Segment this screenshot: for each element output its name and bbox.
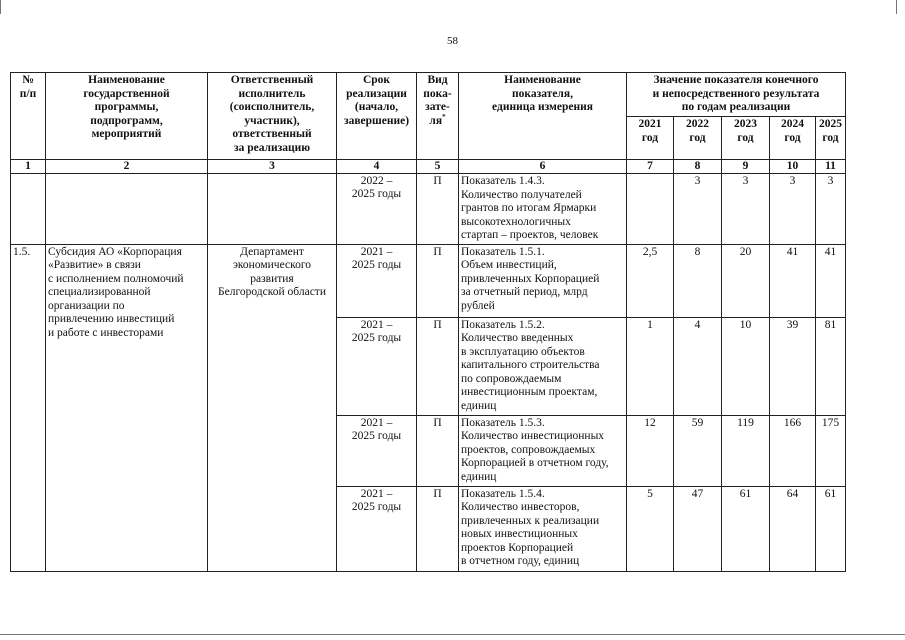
kind-cell: П bbox=[417, 486, 459, 571]
value-cell: 61 bbox=[816, 486, 846, 571]
value-cell: 8 bbox=[674, 244, 722, 317]
scan-corner-mark bbox=[0, 0, 1, 14]
value-cell: 3 bbox=[722, 174, 770, 245]
value-cell: 81 bbox=[816, 317, 846, 415]
column-number: 1 bbox=[11, 160, 46, 174]
value-cell: 3 bbox=[816, 174, 846, 245]
value-cell: 64 bbox=[770, 486, 816, 571]
column-number: 4 bbox=[337, 160, 417, 174]
header-year-2021: 2021 год bbox=[627, 117, 674, 160]
scan-edge-line bbox=[0, 634, 905, 635]
value-cell: 12 bbox=[627, 415, 674, 486]
header-num: № п/п bbox=[11, 73, 46, 160]
column-number: 5 bbox=[417, 160, 459, 174]
indicator-cell: Показатель 1.5.3. Количество инвестиционных проектов, сопровождаемых Корпорацией в отчетном году, единиц bbox=[459, 415, 627, 486]
page-number: 58 bbox=[447, 35, 458, 47]
table-row bbox=[11, 244, 846, 317]
value-cell: 2,5 bbox=[627, 244, 674, 317]
header-year-2022: 2022 год bbox=[674, 117, 722, 160]
column-number: 7 bbox=[627, 160, 674, 174]
header-kind: Вид пока- зате- ля* bbox=[417, 73, 459, 160]
header-year-2023: 2023 год bbox=[722, 117, 770, 160]
value-cell: 10 bbox=[722, 317, 770, 415]
value-cell: 41 bbox=[816, 244, 846, 317]
indicator-cell: Показатель 1.4.3. Количество получателей грантов по итогам Ярмарки высокотехнологичных стартап – проектов, человек bbox=[459, 174, 627, 245]
value-cell: 61 bbox=[722, 486, 770, 571]
value-cell: 39 bbox=[770, 317, 816, 415]
term-cell: 2021 – 2025 годы bbox=[337, 244, 417, 317]
column-number: 8 bbox=[674, 160, 722, 174]
indicator-cell: Показатель 1.5.4. Количество инвесторов, привлеченных к реализации новых инвестиционных проектов Корпорацией в отчетном году, единиц bbox=[459, 486, 627, 571]
row-program-empty bbox=[46, 174, 208, 245]
row-num-empty bbox=[11, 174, 46, 245]
value-cell: 59 bbox=[674, 415, 722, 486]
value-cell: 20 bbox=[722, 244, 770, 317]
value-cell: 175 bbox=[816, 415, 846, 486]
header-program: Наименование государственной программы, подпрограмм, мероприятий bbox=[46, 73, 208, 160]
header-indicator: Наименование показателя, единица измерения bbox=[459, 73, 627, 160]
value-cell: 4 bbox=[674, 317, 722, 415]
value-cell bbox=[627, 174, 674, 245]
value-cell: 3 bbox=[770, 174, 816, 245]
row-responsible-empty bbox=[208, 174, 337, 245]
indicator-cell: Показатель 1.5.1. Объем инвестиций, привлеченных Корпорацией за отчетный период, млрд рублей bbox=[459, 244, 627, 317]
value-cell: 3 bbox=[674, 174, 722, 245]
term-cell: 2021 – 2025 годы bbox=[337, 415, 417, 486]
table-row bbox=[11, 174, 846, 245]
indicator-cell: Показатель 1.5.2. Количество введенных в эксплуатацию объектов капитального строительства по сопровождаемым инвестиционным проектам, единиц bbox=[459, 317, 627, 415]
header-year-2025: 2025 год bbox=[816, 117, 846, 160]
header-term: Срок реализации (начало, завершение) bbox=[337, 73, 417, 160]
scan-corner-mark bbox=[896, 0, 897, 14]
item-responsible: Департамент экономического развития Белгородской области bbox=[208, 244, 337, 571]
value-cell: 119 bbox=[722, 415, 770, 486]
kind-cell: П bbox=[417, 317, 459, 415]
value-cell: 1 bbox=[627, 317, 674, 415]
header-responsible: Ответственный исполнитель (соисполнитель, участник), ответственный за реализацию bbox=[208, 73, 337, 160]
kind-cell: П bbox=[417, 174, 459, 245]
kind-cell: П bbox=[417, 415, 459, 486]
item-program-name: Субсидия АО «Корпорация «Развитие» в связи с исполнением полномочий специализированной организации по привлечению инвестиций и работе с инвесторами bbox=[46, 244, 208, 571]
indicators-table bbox=[10, 72, 846, 572]
value-cell: 5 bbox=[627, 486, 674, 571]
column-number: 9 bbox=[722, 160, 770, 174]
column-number: 10 bbox=[770, 160, 816, 174]
term-cell: 2021 – 2025 годы bbox=[337, 486, 417, 571]
header-values-group: Значение показателя конечного и непосредственного результата по годам реализации bbox=[627, 73, 846, 117]
column-number: 6 bbox=[459, 160, 627, 174]
value-cell: 166 bbox=[770, 415, 816, 486]
item-number: 1.5. bbox=[11, 244, 46, 571]
column-number: 11 bbox=[816, 160, 846, 174]
value-cell: 41 bbox=[770, 244, 816, 317]
column-numbers-row bbox=[11, 160, 846, 174]
term-cell: 2021 – 2025 годы bbox=[337, 317, 417, 415]
column-number: 2 bbox=[46, 160, 208, 174]
term-cell: 2022 – 2025 годы bbox=[337, 174, 417, 245]
kind-cell: П bbox=[417, 244, 459, 317]
header-year-2024: 2024 год bbox=[770, 117, 816, 160]
value-cell: 47 bbox=[674, 486, 722, 571]
column-number: 3 bbox=[208, 160, 337, 174]
